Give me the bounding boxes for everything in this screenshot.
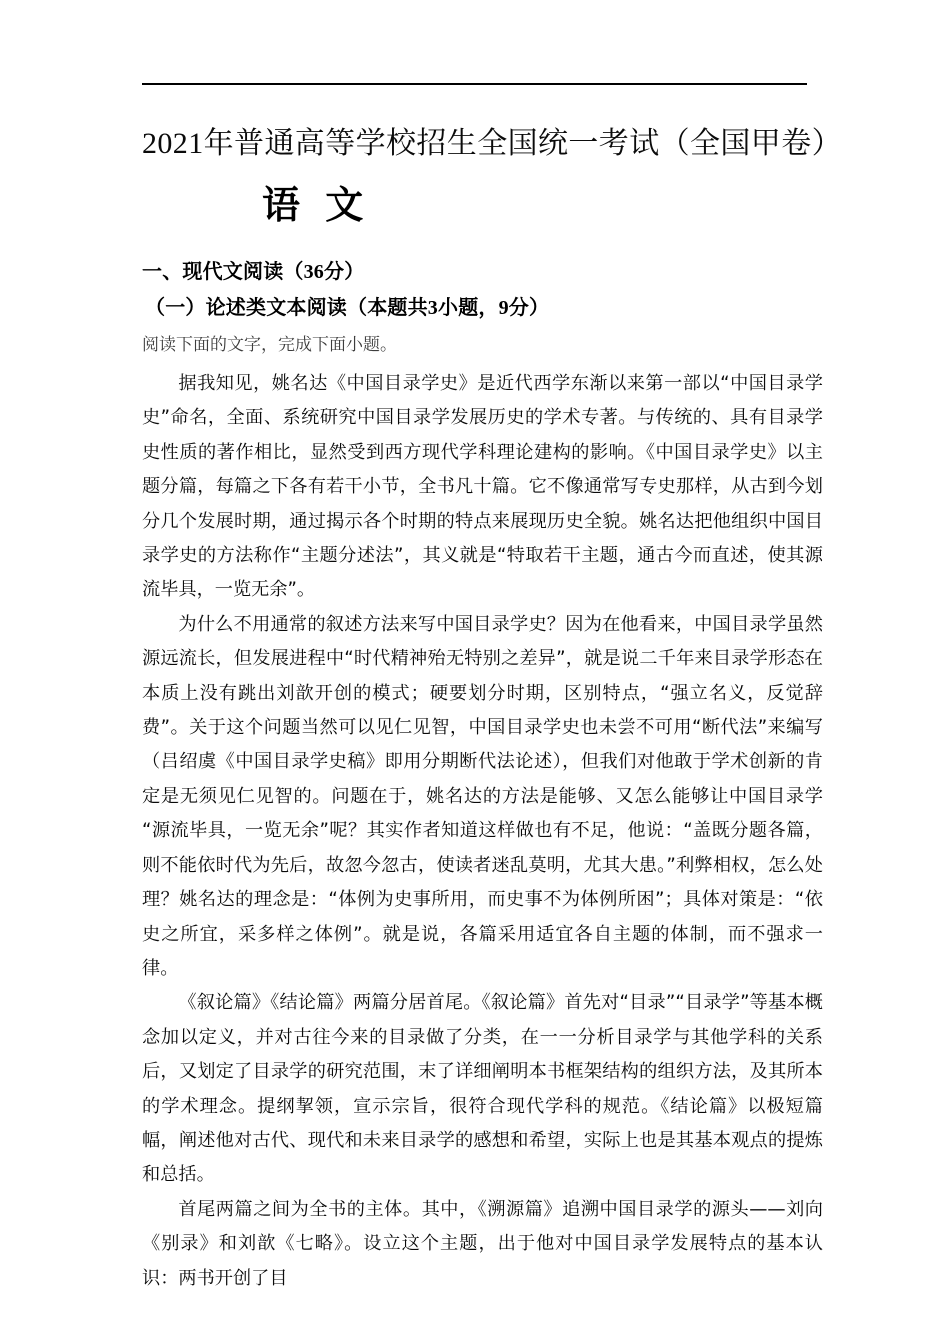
passage-paragraph: 首尾两篇之间为全书的主体。其中，《溯源篇》追溯中国目录学的源头——刘向《别录》和刘歆《七略》。设立这个主题，出于他对中国目录学发展特点的基本认识：两书开创了目 [142,1198,823,1289]
page-title: 2021年普通高等学校招生全国统一考试（全国甲卷） [142,127,842,160]
header-divider-rule [142,83,807,85]
subsection-heading-argumentative-text: （一）论述类文本阅读（本题共3小题，9分） [145,297,550,319]
passage-paragraph: 《叙论篇》《结论篇》两篇分居首尾。《叙论篇》首先对“目录”“目录学”等基本概念加以定义，并对古往今来的目录做了分类，在一一分析目录学与其他学科的关系后，又划定了目录学的研究范围，末了详细阐明本书框架结构的组织方法，及其所本的学术理念。提纲挈领，宣示宗旨，很符合现代学科的规范。《结论篇》以极短篇幅，阐述他对古代、现代和未来目录学的感想和希望，实际上也是其基本观点的提炼和总括。 [142,992,823,1186]
subject-title: 语 文 [262,183,370,227]
reading-instruction: 阅读下面的文字，完成下面小题。 [142,335,397,354]
passage-body [142,367,823,1296]
passage-paragraph: 据我知见，姚名达《中国目录学史》是近代西学东渐以来第一部以“中国目录学史”命名，全面、系统研究中国目录学发展历史的学术专著。与传统的、具有目录学史性质的著作相比，显然受到西方现代学科理论建构的影响。《中国目录学史》以主题分篇，每篇之下各有若干小节，全书凡十篇。它不像通常写专史那样，从古到今划分几个发展时期，通过揭示各个时期的特点来展现历史全貌。姚名达把他组织中国目录学史的方法称作“主题分述法”，其义就是“特取若干主题，通古今而直述，使其源流毕具，一览无余”。 [142,373,823,601]
passage-paragraph: 为什么不用通常的叙述方法来写中国目录学史？因为在他看来，中国目录学虽然源远流长，但发展进程中“时代精神殆无特别之差异”，就是说二千年来目录学形态在本质上没有跳出刘歆开创的模式；硬要划分时期，区别特点，“强立名义，反觉辞费”。关于这个问题当然可以见仁见智，中国目录学史也未尝不可用“断代法”来编写（吕绍虞《中国目录学史稿》即用分期断代法论述），但我们对他敢于学术创新的肯定是无须见仁见智的。问题在于，姚名达的方法是能够、又怎么能够让中国目录学“源流毕具，一览无余”呢？其实作者知道这样做也有不足，他说：“盖既分题各篇，则不能依时代为先后，故忽今忽古，使读者迷乱莫明，尤其大患。”利弊相权，怎么处理？姚名达的理念是：“体例为史事所用，而史事不为体例所困”；具体对策是：“依史之所宜，采多样之体例”。就是说，各篇采用适宜各自主题的体制，而不强求一律。 [142,613,823,979]
section-heading-modern-chinese-reading: 一、现代文阅读（36分） [142,261,365,283]
